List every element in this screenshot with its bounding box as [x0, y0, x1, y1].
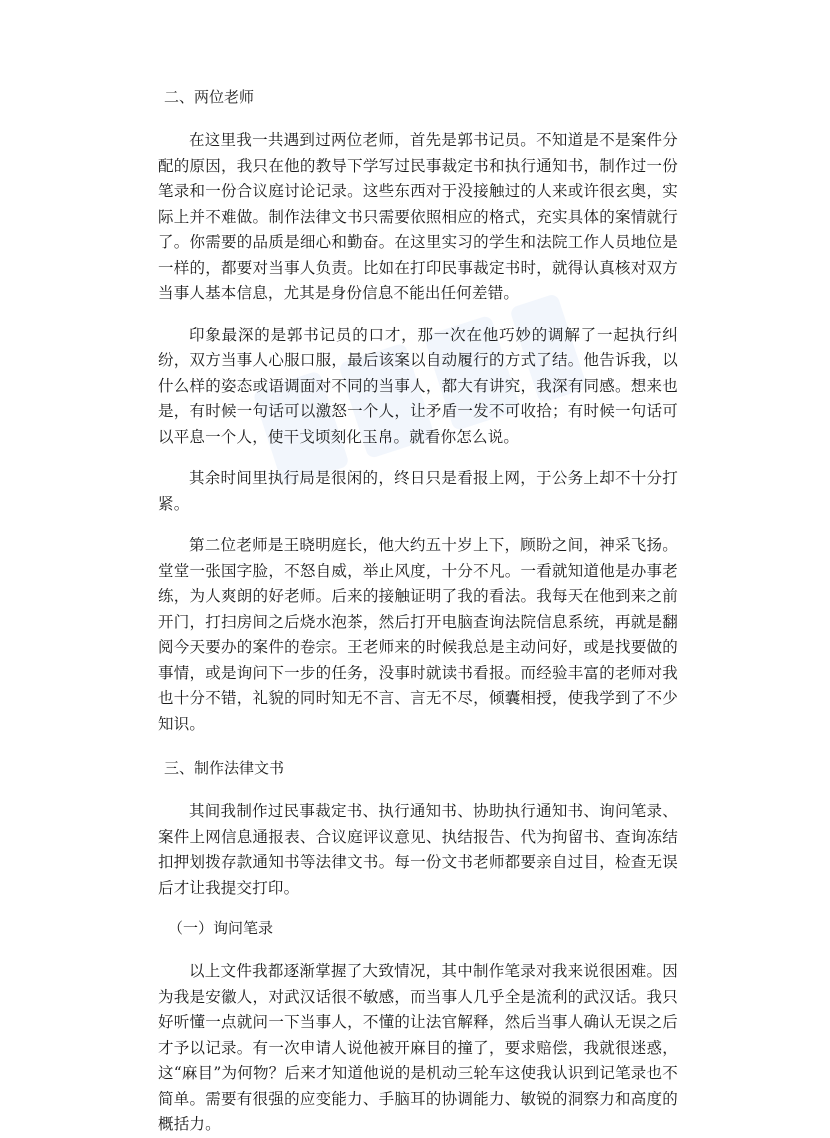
paragraph: 其余时间里执行局是很闲的，终日只是看报上网，于公务上却不十分打紧。 — [158, 469, 678, 513]
paragraph: 在这里我一共遇到过两位老师，首先是郭书记员。不知道是不是案件分配的原因，我只在他的教导下学写过民事裁定书和执行通知书，制作过一份笔录和一份合议庭讨论记录。这些东西对于没接触过的人来或许很玄奥，实际上并不难做。制作法律文书只需要依照相应的格式，充实具体的案情就行了。你需要的品质是细心和勤奋。在这里实习的学生和法院工作人员地位是一样的，都要对当事人负责。比如在打印民事裁定书时，就得认真核对双方当事人基本信息，尤其是身份信息不能出任何差错。 — [158, 131, 678, 302]
paragraph: 印象最深的是郭书记员的口才，那一次在他巧妙的调解了一起执行纠纷，双方当事人心服口服，最后该案以自动履行的方式了结。他告诉我，以什么样的姿态或语调面对不同的当事人，都大有讲究，我深有同感。想来也是，有时候一句话可以激怒一个人，让矛盾一发不可收拾；有时候一句话可以平息一个人，使干戈顷刻化玉帛。就看你怎么说。 — [158, 325, 678, 446]
paragraph: 第二位老师是王晓明庭长，他大约五十岁上下，顾盼之间，神采飞扬。堂堂一张国字脸，不怒自威，举止风度，十分不凡。一看就知道他是办事老练，为人爽朗的好老师。后来的接触证明了我的看法。我每天在他到来之前开门，打扫房间之后烧水泡茶，然后打开电脑查询法院信息系统，再就是翻阅今天要办的案件的卷宗。王老师来的时候我总是主动问好，或是找要做的事情，或是询问下一步的任务，没事时就读书看报。而经验丰富的老师对我也十分不错，礼貌的同时知无不言、言无不尽，倾囊相授，使我学到了不少知识。 — [158, 536, 678, 733]
section-heading-two-teachers: 二、两位老师 — [164, 88, 255, 106]
paragraph: 其间我制作过民事裁定书、执行通知书、协助执行通知书、询问笔录、案件上网信息通报表、合议庭评议意见、执结报告、代为拘留书、查询冻结扣押划拨存款通知书等法律文书。每一份文书老师都要亲自过目，检查无误后才让我提交打印。 — [158, 802, 678, 897]
document-body — [158, 86, 678, 1138]
paragraph: 以上文件我都逐渐掌握了大致情况，其中制作笔录对我来说很困难。因为我是安徽人，对武汉话很不敏感，而当事人几乎全是流利的武汉话。我只好听懂一点就问一下当事人，不懂的让法官解释，然后当事人确认无误之后才予以记录。有一次申请人说他被开麻目的撞了，要求赔偿，我就很迷惑，这“麻目”为何物？后来才知道他说的是机动三轮车这使我认识到记笔录也不简单。需要有很强的应变能力、手脑耳的协调能力、敏锐的洞察力和高度的概括力。 — [158, 962, 678, 1133]
section-heading-legal-documents: 三、制作法律文书 — [164, 759, 285, 777]
subsection-heading-inquiry-record: （一）询问笔录 — [168, 919, 274, 937]
